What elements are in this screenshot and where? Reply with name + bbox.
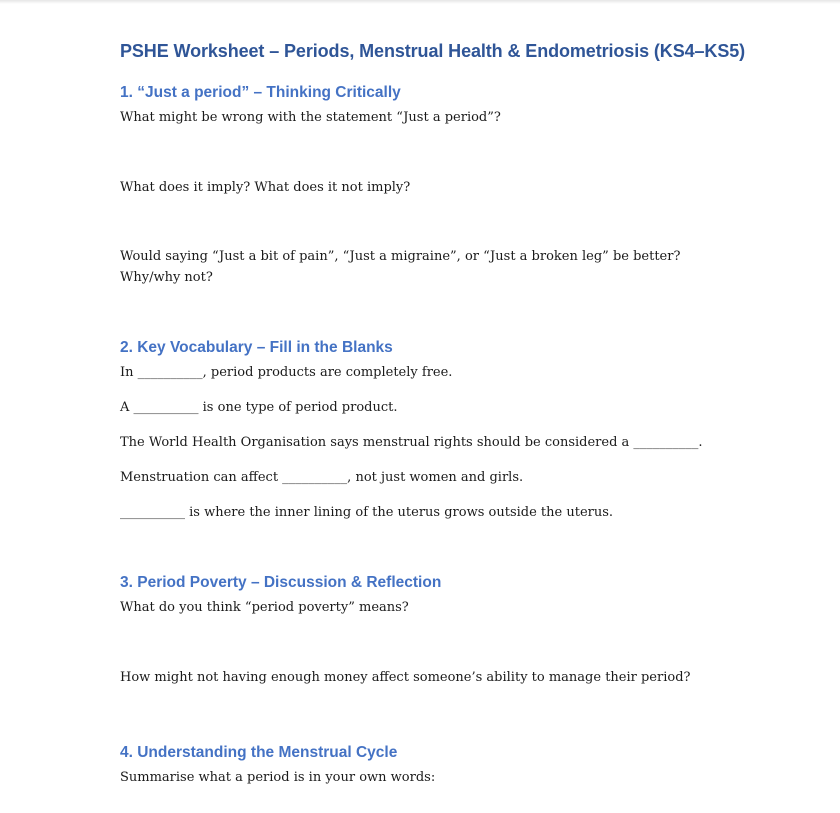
fill-blank-3: The World Health Organisation says menstrual rights should be considered a __________.: [120, 435, 703, 450]
page-top-shadow: [0, 0, 840, 4]
section-3-question-1: What do you think “period poverty” means?: [120, 600, 409, 615]
section-1-question-2: What does it imply? What does it not imply?: [120, 180, 411, 195]
section-4-heading: 4. Understanding the Menstrual Cycle: [120, 744, 398, 761]
fill-blank-1: In __________, period products are completely free.: [120, 365, 453, 380]
section-4-question-1: Summarise what a period is in your own words:: [120, 770, 436, 785]
section-3-question-2: How might not having enough money affect someone’s ability to manage their period?: [120, 670, 691, 685]
section-1-question-1: What might be wrong with the statement “Just a period”?: [120, 110, 501, 125]
section-1-question-3: Would saying “Just a bit of pain”, “Just a migraine”, or “Just a broken leg” be better?: [120, 249, 681, 264]
section-3-heading: 3. Period Poverty – Discussion & Reflection: [120, 574, 442, 591]
section-1-question-3-cont: Why/why not?: [120, 270, 213, 285]
fill-blank-5: __________ is where the inner lining of the uterus grows outside the uterus.: [120, 505, 614, 520]
fill-blank-2: A __________ is one type of period product.: [120, 400, 398, 415]
section-1-heading: 1. “Just a period” – Thinking Critically: [120, 84, 401, 101]
fill-blank-4: Menstruation can affect __________, not just women and girls.: [120, 470, 524, 485]
section-2-heading: 2. Key Vocabulary – Fill in the Blanks: [120, 339, 393, 356]
worksheet-title: PSHE Worksheet – Periods, Menstrual Health & Endometriosis (KS4–KS5): [120, 41, 746, 61]
